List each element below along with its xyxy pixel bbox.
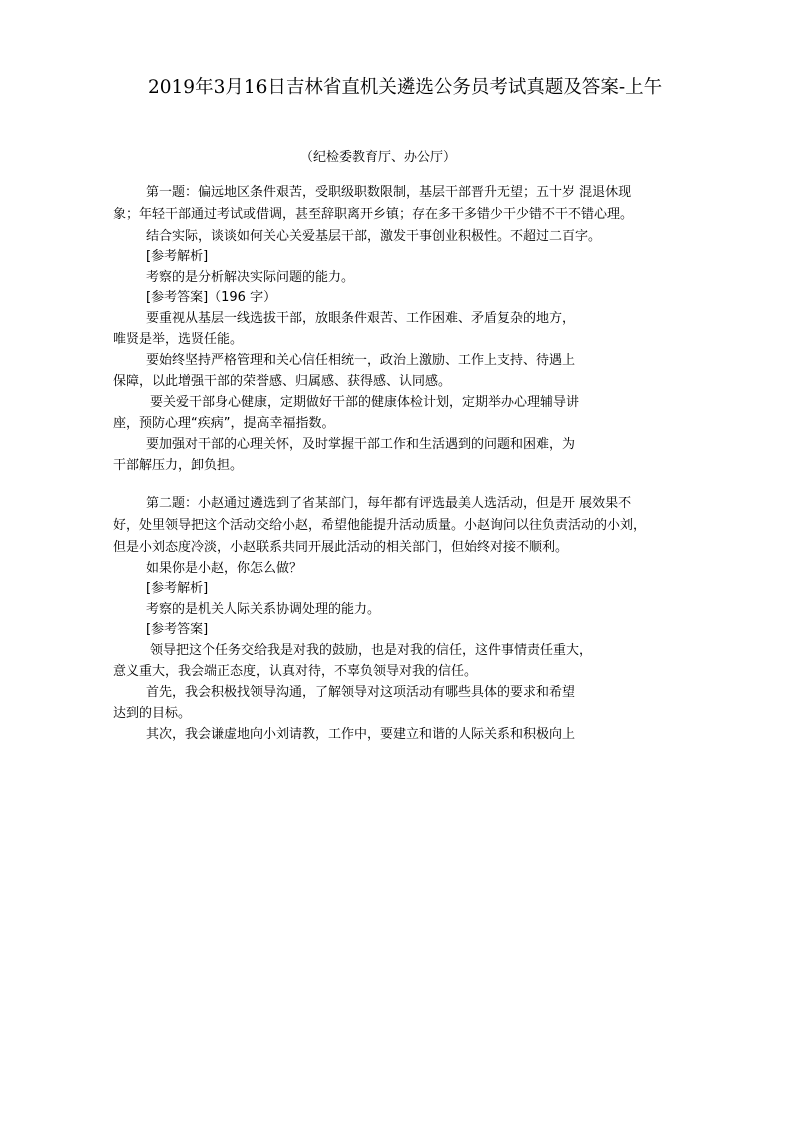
q2-line-4: 如果你是小赵，你怎么做？ <box>146 561 303 576</box>
q2-analysis: 考察的是机关人际关系协调处理的能力。 <box>146 602 381 617</box>
q1-answer-2-cont: 保障，以此增强干部的荣誉感、归属感、获得感、认同感。 <box>113 374 452 389</box>
q1-line-3: 结合实际，谈谈如何关心关爱基层干部，激发干事创业积极性。不超过二百字。 <box>146 229 602 244</box>
q2-line-2: 好，处里领导把这个活动交给小赵，希望他能提升活动质量。小赵询问以往负责活动的小刘， <box>113 518 647 533</box>
q2-line-3: 但是小刘态度冷淡，小赵联系共同开展此活动的相关部门，但始终对接不顺利。 <box>113 540 569 555</box>
q1-line-2: 象；年轻干部通过考试或借调，甚至辞职离开乡镇；存在多干多错少干少错不干不错心理。 <box>113 207 634 222</box>
q1-answer-label: [参考答案]（196 字） <box>146 290 277 305</box>
q2-answer-1-cont: 意义重大，我会端正态度，认真对待，不辜负领导对我的信任。 <box>113 664 478 679</box>
q1-answer-4: 要加强对干部的心理关怀，及时掌握干部工作和生活遇到的问题和困难，为 <box>146 437 576 452</box>
q1-answer-3-cont: 座，预防心理“疾病”，提高幸福指数。 <box>113 416 335 431</box>
q2-line-1: 第二题：小赵通过遴选到了省某部门，每年都有评选最美人选活动，但是开 展效果不 <box>146 496 632 511</box>
document-title: 2019年3月16日吉林省直机关遴选公务员考试真题及答案-上午 <box>148 77 663 98</box>
q2-answer-2: 首先，我会积极找领导沟通，了解领导对这项活动有哪些具体的要求和希望 <box>146 685 576 700</box>
document-subtitle: （纪检委教育厅、办公厅） <box>300 150 457 165</box>
q1-answer-3: 要关爱干部身心健康，定期做好干部的健康体检计划，定期举办心理辅导讲 <box>150 395 580 410</box>
q2-answer-2-cont: 达到的目标。 <box>113 706 192 721</box>
q1-answer-1: 要重视从基层一线选拔干部，放眼条件艰苦、工作困难、矛盾复杂的地方， <box>146 311 576 326</box>
q1-analysis-label: [参考解析] <box>146 249 209 264</box>
q2-answer-label: [参考答案] <box>146 622 209 637</box>
q2-answer-3: 其次，我会谦虚地向小刘请教，工作中，要建立和谐的人际关系和积极向上 <box>146 727 576 742</box>
q1-answer-1-cont: 唯贤是举，选贤任能。 <box>113 332 244 347</box>
q1-analysis: 考察的是分析解决实际问题的能力。 <box>146 270 355 285</box>
q2-analysis-label: [参考解析] <box>146 581 209 596</box>
q1-line-1: 第一题：偏远地区条件艰苦，受职级职数限制，基层干部晋升无望；五十岁 混退休现 <box>146 185 632 200</box>
q1-answer-4-cont: 干部解压力，卸负担。 <box>113 458 244 473</box>
q1-answer-2: 要始终坚持严格管理和关心信任相统一，政治上激励、工作上支持、待遇上 <box>146 353 576 368</box>
q2-answer-1: 领导把这个任务交给我是对我的鼓励，也是对我的信任，这件事情责任重大， <box>150 643 593 658</box>
